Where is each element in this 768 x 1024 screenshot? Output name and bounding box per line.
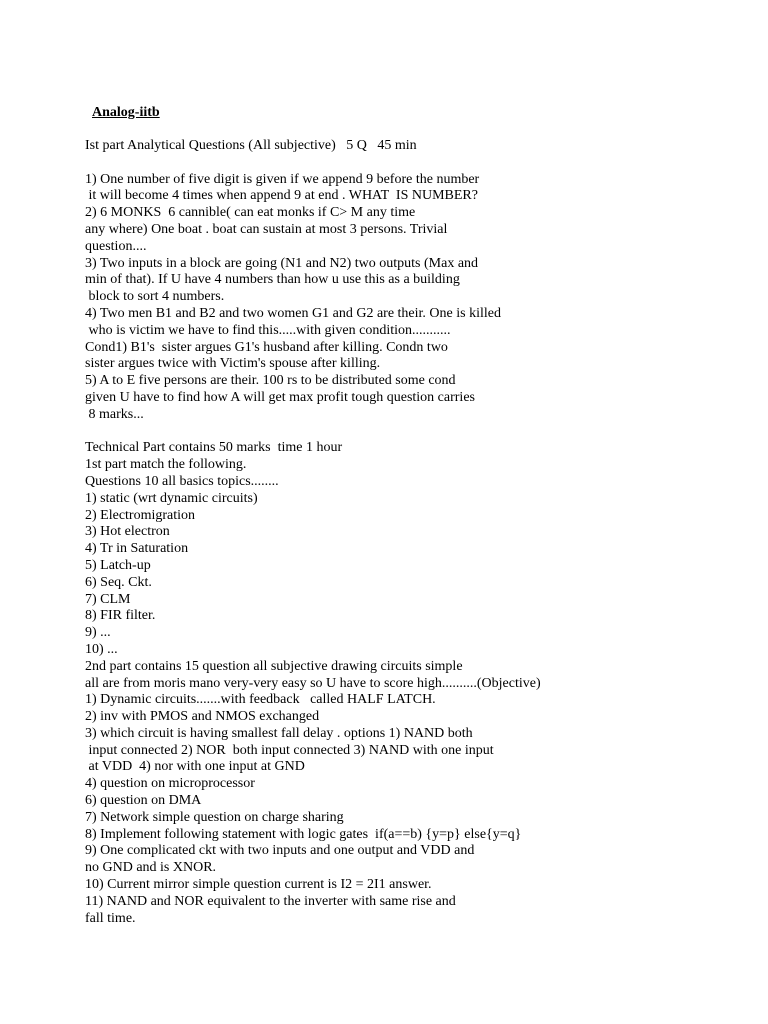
text-line: 2nd part contains 15 question all subjective drawing circuits simple [85,658,463,674]
text-line: 3) Two inputs in a block are going (N1 and N2) two outputs (Max and [85,255,479,271]
text-line: 6) question on DMA [85,793,202,809]
text-line [85,155,541,172]
text-line: 4) Two men B1 and B2 and two women G1 and G2 are their. One is killed [85,305,501,321]
text-line: 9) One complicated ckt with two inputs and one output and VDD and [85,843,475,859]
text-line: 11) NAND and NOR equivalent to the inverter with same rise and [85,893,456,909]
text-line: Ist part Analytical Questions (All subjective) 5 Q 45 min [85,138,417,153]
text-line: fall time. [85,910,136,926]
text-line: Questions 10 all basics topics........ [85,473,279,489]
text-line [85,424,541,441]
text-line: 2) Electromigration [85,507,196,523]
text-line: 10) ... [85,641,118,657]
text-line: 5) A to E five persons are their. 100 rs to be distributed some cond [85,373,456,389]
text-line: 8) Implement following statement with logic gates if(a==b) {y=p} else{y=q} [85,826,522,842]
document-body [85,138,541,927]
text-line: it will become 4 times when append 9 at end . WHAT IS NUMBER? [85,188,478,204]
text-line: 1) Dynamic circuits.......with feedback called HALF LATCH. [85,692,436,708]
text-line: any where) One boat . boat can sustain at most 3 persons. Trivial [85,221,448,237]
text-line: 8 marks... [85,406,144,422]
text-line: all are from moris mano very-very easy so U have to score high..........(Objective) [85,675,541,691]
text-line: who is victim we have to find this.....with given condition........... [85,322,451,338]
text-line: 8) FIR filter. [85,608,156,624]
text-line: 2) 6 MONKS 6 cannible( can eat monks if C> M any time [85,205,416,221]
text-line: question.... [85,238,147,254]
text-line: at VDD 4) nor with one input at GND [85,759,305,775]
text-line: given U have to find how A will get max profit tough question carries [85,389,475,405]
text-line: 7) CLM [85,591,131,607]
text-line: 10) Current mirror simple question current is I2 = 2I1 answer. [85,877,432,893]
text-line: 5) Latch-up [85,557,151,573]
text-line: 1) static (wrt dynamic circuits) [85,490,258,506]
text-line: input connected 2) NOR both input connected 3) NAND with one input [85,742,494,758]
text-line: min of that). If U have 4 numbers than how u use this as a building [85,272,460,288]
text-line: Cond1) B1's sister argues G1's husband after killing. Condn two [85,339,448,355]
text-line: 9) ... [85,625,111,641]
text-line: 6) Seq. Ckt. [85,574,152,590]
text-line: 3) Hot electron [85,524,170,540]
text-line: 1st part match the following. [85,457,247,473]
text-line: 4) Tr in Saturation [85,541,189,557]
document-title: Analog-iitb [92,105,160,120]
text-line: sister argues twice with Victim's spouse after killing. [85,356,381,372]
text-line: 2) inv with PMOS and NMOS exchanged [85,709,320,725]
text-line: 7) Network simple question on charge sharing [85,809,344,825]
text-line: Technical Part contains 50 marks time 1 hour [85,440,343,456]
text-line: block to sort 4 numbers. [85,289,225,305]
text-line: 3) which circuit is having smallest fall delay . options 1) NAND both [85,725,473,741]
text-line: no GND and is XNOR. [85,860,217,876]
text-line: 1) One number of five digit is given if we append 9 before the number [85,171,480,187]
text-line: 4) question on microprocessor [85,776,255,792]
